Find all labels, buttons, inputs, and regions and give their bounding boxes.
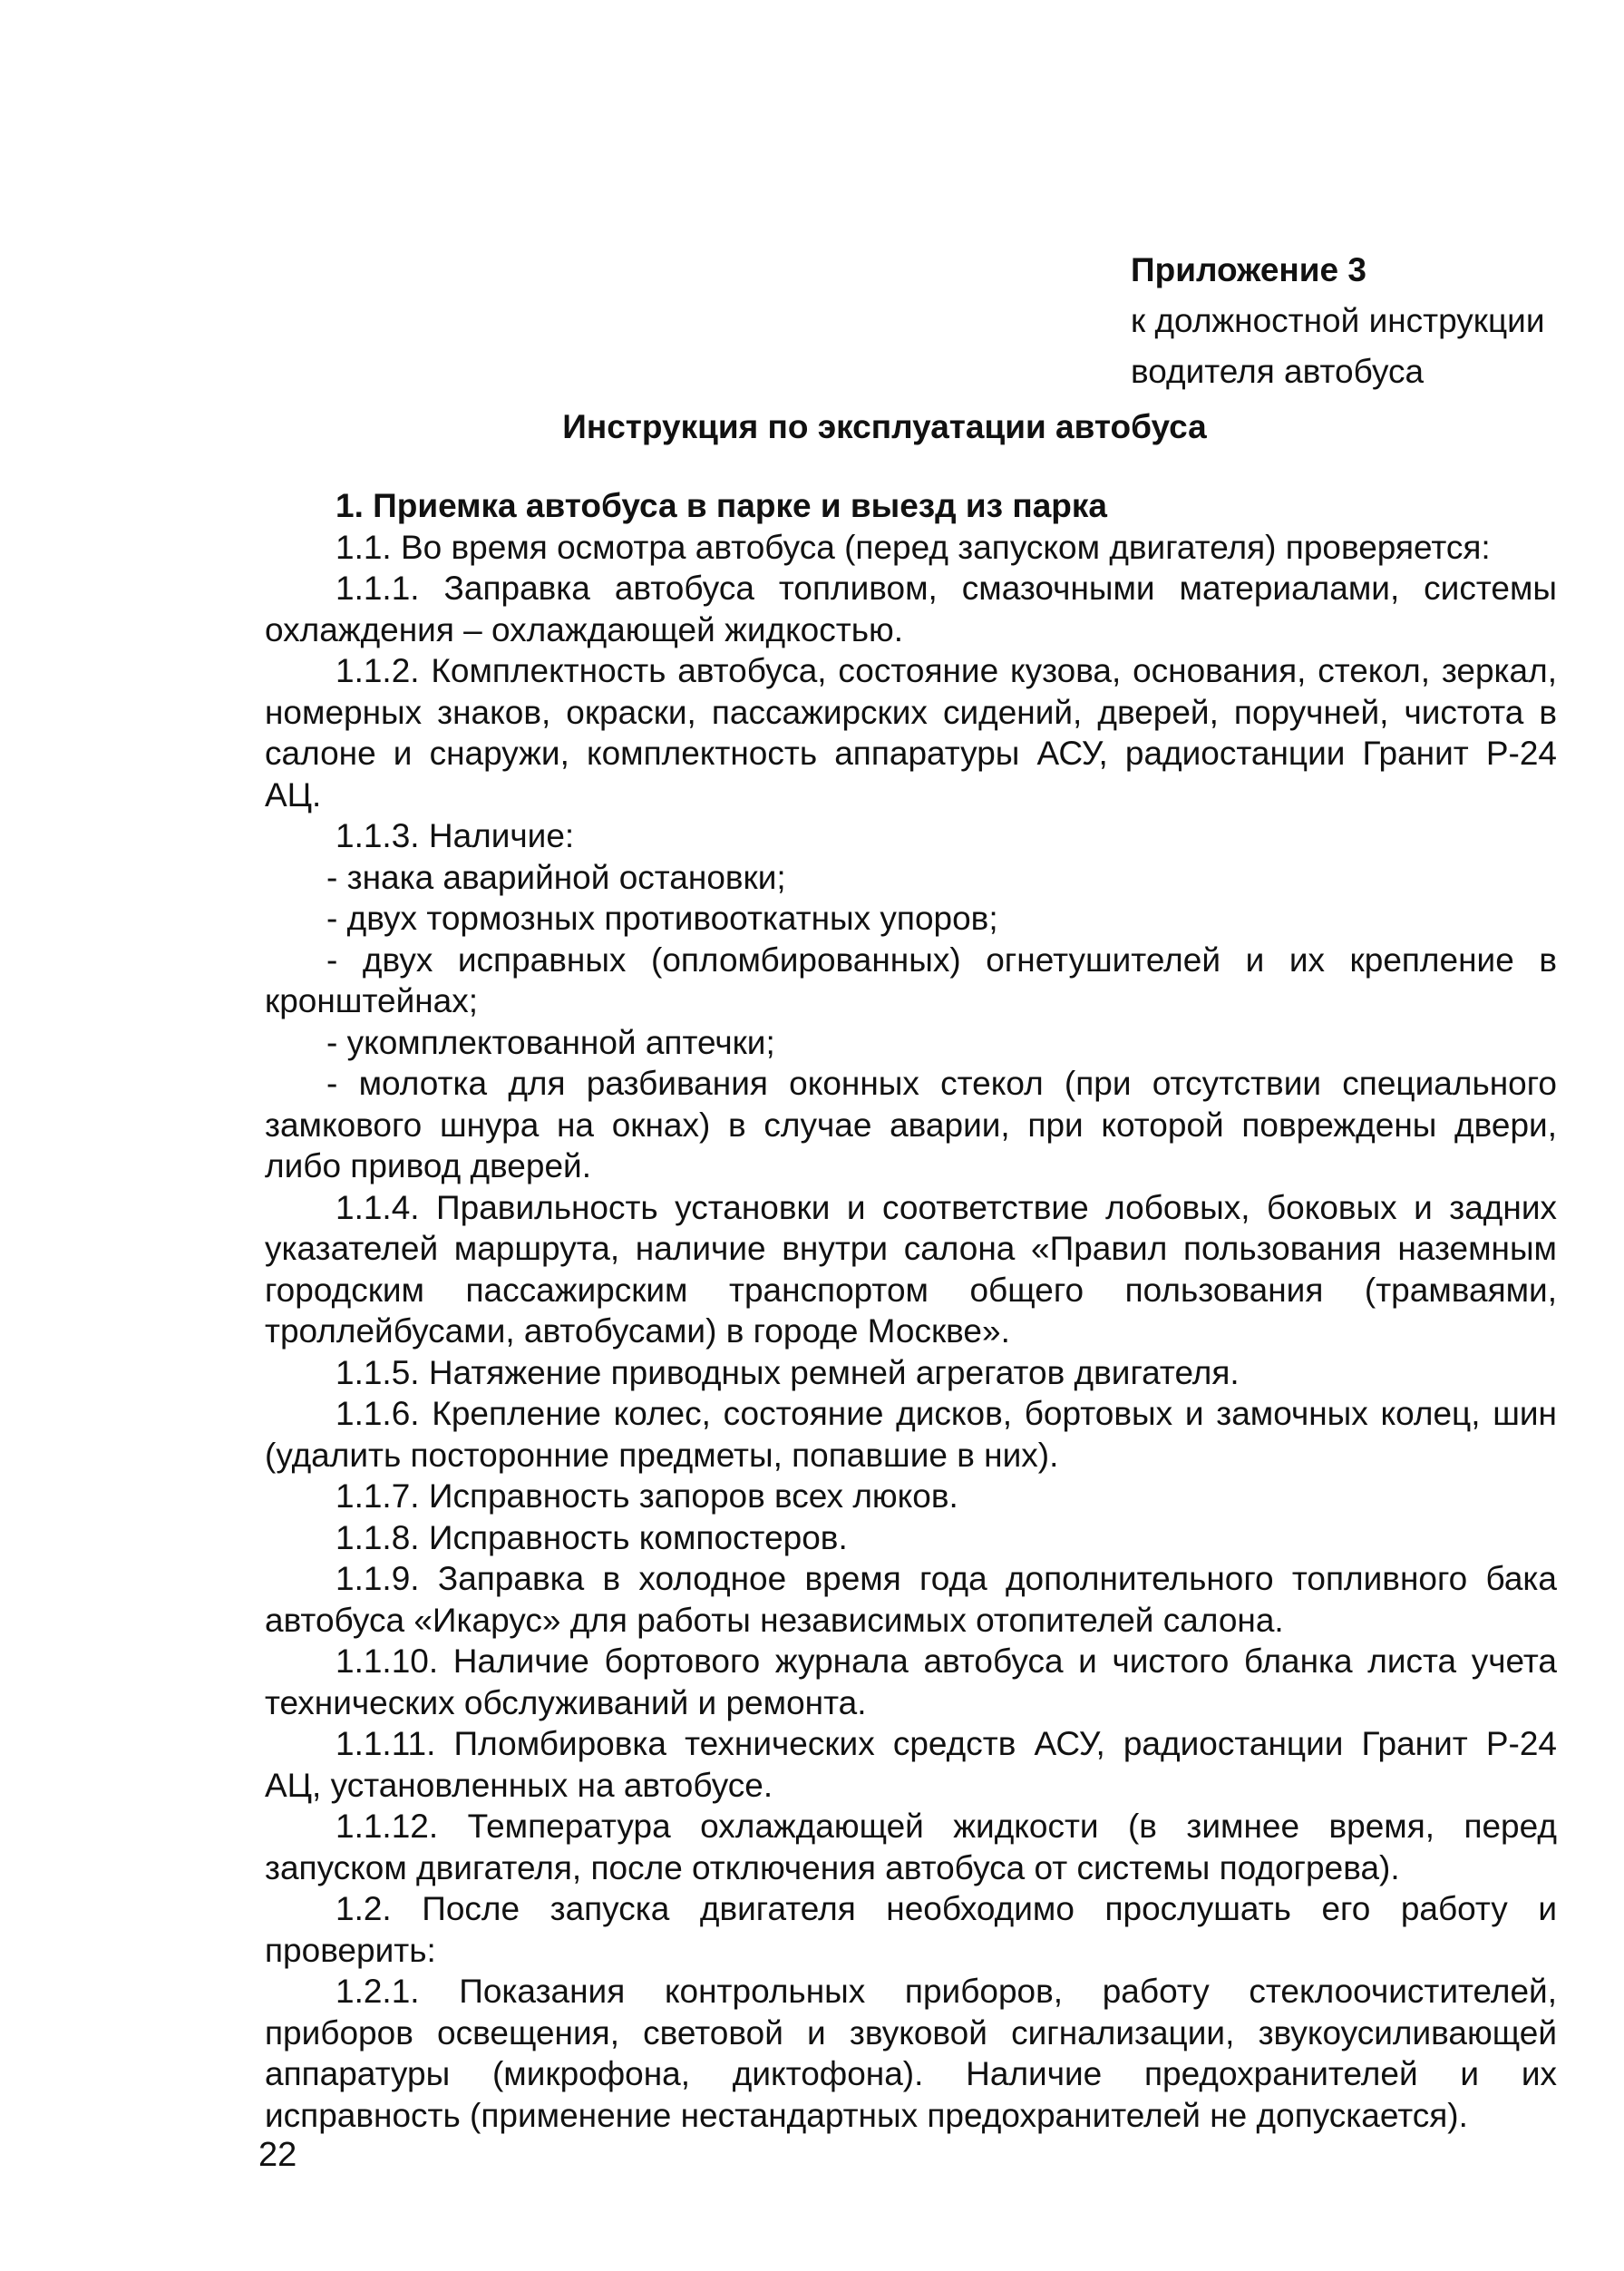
appendix-header: [1131, 245, 1584, 397]
list-item: - молотка для разбивания оконных стекол (при отсутствии специального замкового шнура на окнах) в случае аварии, при которой повреждены двери, либо привод дверей.: [265, 1065, 1557, 1184]
paragraph: 1.1.9. Заправка в холодное время года дополнительного топливного бака автобуса «Икарус» для работы независимых отопителей салона.: [265, 1560, 1557, 1639]
paragraph: 1.1.6. Крепление колес, состояние дисков, бортовых и замочных колец, шин (удалить посторонние предметы, попавшие в них).: [265, 1395, 1557, 1474]
appendix-line-1: к должностной инструкции: [1131, 302, 1545, 339]
paragraph: 1.2.1. Показания контрольных приборов, работу стеклоочистителей, приборов освещения, световой и звуковой сигнализации, звукоусиливающей аппаратуры (микрофона, диктофона). Наличие предохранителей и их исправность (применение нестандартных предохранителей не допускается).: [265, 1973, 1557, 2134]
paragraph: 1.2. После запуска двигателя необходимо прослушать его работу и проверить:: [265, 1890, 1557, 1969]
paragraph: 1.1.10. Наличие бортового журнала автобуса и чистого бланка листа учета технических обслуживаний и ремонта.: [265, 1642, 1557, 1721]
appendix-line-2: водителя автобуса: [1131, 353, 1425, 390]
paragraph: 1.1.4. Правильность установки и соответствие лобовых, боковых и задних указателей маршрута, наличие внутри салона «Правил пользования наземным городским пассажирским транспортом общего пользования (трамваями, троллейбусами, автобусами) в городе Москве».: [265, 1188, 1557, 1350]
document-title: Инструкция по эксплуатации автобуса: [562, 408, 1207, 445]
paragraph: 1.1.2. Комплектность автобуса, состояние кузова, основания, стекол, зеркал, номерных знаков, окраски, пассажирских сидений, дверей, поручней, чистота в салоне и снаружи, комплектность аппаратуры АСУ, радиостанции Гранит Р-24 АЦ.: [265, 652, 1557, 814]
list-item: - двух тормозных противооткатных упоров;: [326, 900, 998, 937]
paragraph: 1.1.11. Пломбировка технических средств АСУ, радиостанции Гранит Р-24 АЦ, установленных на автобусе.: [265, 1725, 1557, 1804]
section-heading: 1. Приемка автобуса в парке и выезд из парка: [335, 487, 1107, 524]
paragraph: 1.1.5. Натяжение приводных ремней агрегатов двигателя.: [335, 1353, 1240, 1391]
paragraph: 1.1. Во время осмотра автобуса (перед запуском двигателя) проверяется:: [335, 528, 1491, 566]
paragraph: 1.1.7. Исправность запоров всех люков.: [335, 1477, 958, 1515]
paragraph: 1.1.1. Заправка автобуса топливом, смазочными материалами, системы охлаждения – охлаждающей жидкостью.: [265, 570, 1557, 648]
appendix-title: Приложение 3: [1131, 251, 1366, 288]
list-item: - укомплектованной аптечки;: [326, 1023, 775, 1061]
document-body: [265, 485, 1557, 2136]
page-number: 22: [258, 2136, 297, 2174]
paragraph: 1.1.12. Температура охлаждающей жидкости (в зимнее время, перед запуском двигателя, после отключения автобуса от системы подогрева).: [265, 1808, 1557, 1886]
paragraph: 1.1.8. Исправность компостеров.: [335, 1518, 848, 1556]
paragraph: 1.1.3. Наличие:: [335, 817, 575, 854]
list-item: - знака аварийной остановки;: [326, 858, 786, 896]
list-item: - двух исправных (опломбированных) огнетушителей и их крепление в кронштейнах;: [265, 941, 1557, 1019]
